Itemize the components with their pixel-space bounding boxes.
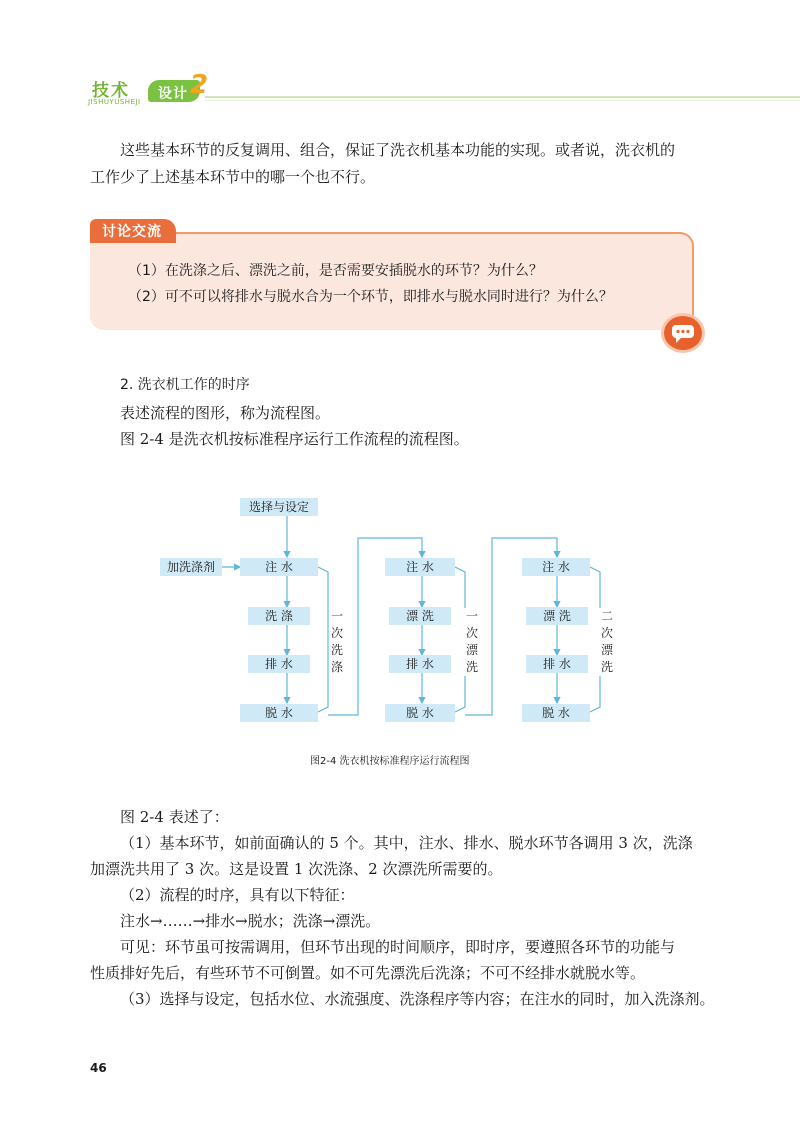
page-header — [0, 0, 800, 110]
flow-label-char: 漂 — [600, 643, 613, 657]
logo-subtitle: JISHUYUSHEJI — [88, 98, 141, 106]
chat-bubble-icon — [664, 316, 702, 350]
flow-step-spin-2: 脱 水 — [385, 704, 455, 722]
flow-label-rinse-once — [464, 608, 480, 676]
flow-label-wash-once — [329, 608, 345, 676]
flow-label-rinse-twice — [599, 608, 615, 676]
flow-step-fill-water-3: 注 水 — [522, 558, 590, 576]
page-number: 46 — [90, 1061, 107, 1075]
body-line-2: （1）基本环节，如前面确认的 5 个。其中，注水、排水、脱水环节各调用 3 次，洗涤 — [120, 834, 693, 852]
intro-line-1: 这些基本环节的反复调用、组合，保证了洗衣机基本功能的实现。或者说，洗衣机的 — [120, 141, 676, 159]
flow-label-char: 漂 — [465, 643, 478, 657]
flow-label-char: 次 — [465, 626, 478, 640]
flowchart — [160, 490, 630, 730]
flow-step-fill-water-1: 注 水 — [240, 558, 318, 576]
flow-step-wash: 洗 涤 — [248, 607, 310, 625]
flow-label-char: 涤 — [330, 660, 343, 674]
flow-step-spin-3: 脱 水 — [522, 704, 590, 722]
flow-label-char: 洗 — [600, 660, 613, 674]
flow-step-drain-1: 排 水 — [248, 655, 310, 673]
body-line-8: （3）选择与设定，包括水位、水流强度、洗涤程序等内容；在注水的同时，加入洗涤剂。 — [120, 990, 715, 1008]
flow-step-rinse-2: 漂 洗 — [526, 607, 588, 625]
body-line-4: （2）流程的时序，具有以下特征： — [120, 886, 355, 904]
body-line-3: 加漂洗共用了 3 次。这是设置 1 次洗涤、2 次漂洗所需要的。 — [90, 860, 503, 878]
flow-step-drain-3: 排 水 — [526, 655, 588, 673]
intro-line-2: 工作少了上述基本环节中的哪一个也不行。 — [90, 168, 376, 186]
logo-tech-text: 技术 — [92, 81, 130, 101]
body-line-7: 性质排好先后，有些环节不可倒置。如不可先漂洗后洗涤；不可不经排水就脱水等。 — [90, 964, 646, 982]
flow-step-select-settings: 选择与设定 — [240, 498, 318, 516]
discussion-question-2: （2）可不可以将排水与脱水合为一个环节，即排水与脱水同时进行？为什么？ — [128, 289, 613, 305]
discussion-question-1: （1）在洗涤之后、漂洗之前，是否需要安插脱水的环节？为什么？ — [128, 263, 543, 279]
flow-label-char: 一 — [465, 609, 478, 623]
body-line-6: 可见：环节虽可按需调用，但环节出现的时间顺序，即时序，要遵照各环节的功能与 — [120, 938, 676, 956]
section-line-2: 图 2-4 是洗衣机按标准程序运行工作流程的流程图。 — [120, 430, 469, 448]
discussion-title: 讨论交流 — [102, 224, 162, 240]
flow-label-char: 洗 — [465, 660, 478, 674]
header-rule-light — [205, 100, 800, 101]
section-line-1: 表述流程的图形，称为流程图。 — [120, 404, 331, 422]
figure-caption: 图2-4 洗衣机按标准程序运行流程图 — [310, 756, 470, 767]
header-rule — [205, 96, 800, 98]
logo-design-text: 设计 — [158, 86, 188, 102]
section-heading: 2. 洗衣机工作的时序 — [120, 377, 250, 393]
flow-step-add-detergent: 加洗涤剂 — [160, 558, 222, 576]
body-line-5: 注水→……→排水→脱水；洗涤→漂洗。 — [120, 912, 381, 930]
flow-step-spin-1: 脱 水 — [240, 704, 318, 722]
flow-label-char: 次 — [600, 626, 613, 640]
flow-step-drain-2: 排 水 — [389, 655, 451, 673]
flow-label-char: 次 — [330, 626, 343, 640]
body-line-1: 图 2-4 表述了： — [120, 808, 229, 826]
flow-step-rinse-1: 漂 洗 — [389, 607, 451, 625]
flow-label-char: 二 — [600, 609, 613, 623]
flow-label-char: 一 — [330, 609, 343, 623]
flow-label-char: 洗 — [330, 643, 343, 657]
logo-number: 2 — [190, 70, 209, 100]
flow-step-fill-water-2: 注 水 — [385, 558, 455, 576]
